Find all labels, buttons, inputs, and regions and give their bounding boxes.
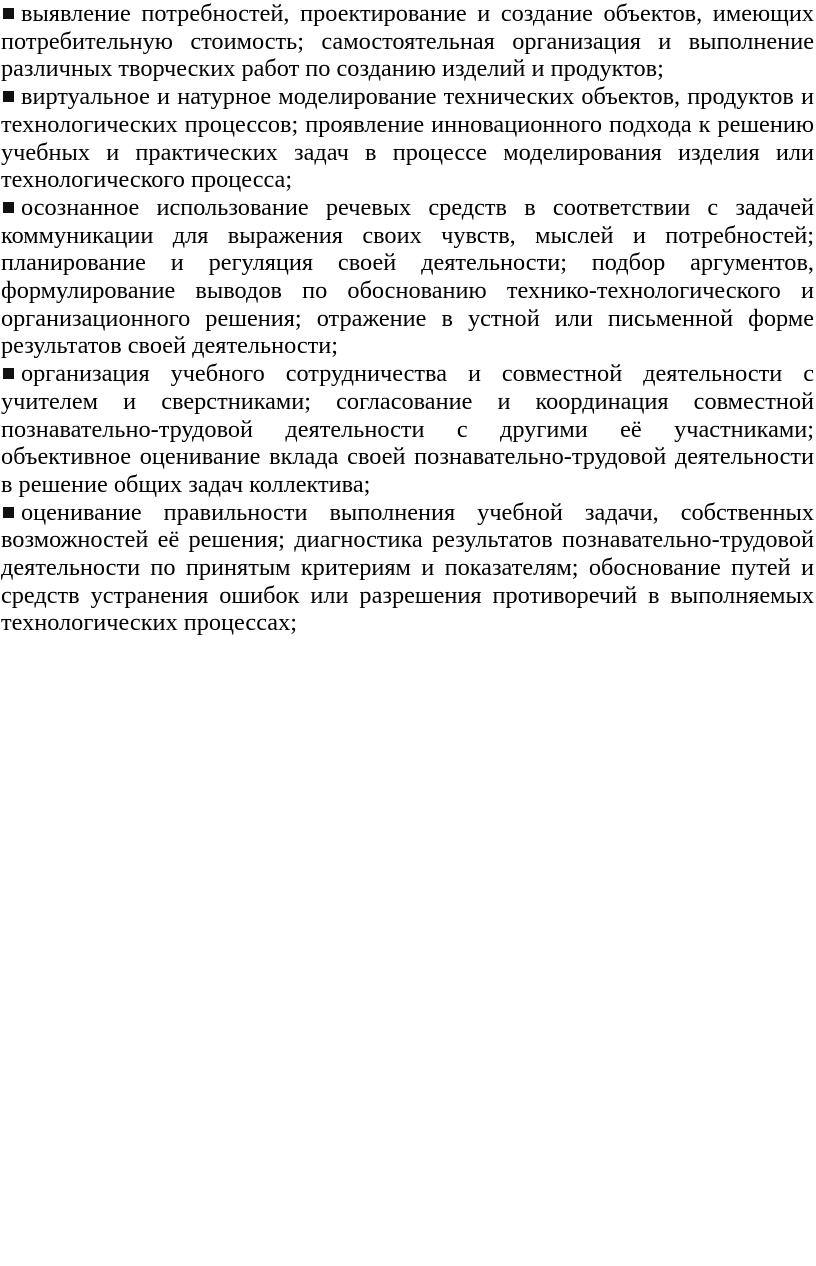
list-item — [1, 0, 814, 83]
list-item — [1, 83, 814, 194]
list-item-text: виртуальное и натурное моделирование технических объектов, продуктов и технологических процессов; проявление инновационного подхода к решению учебных и практических задач в процессе моделирования изделия или технологического процесса; — [1, 83, 814, 194]
list-item — [1, 360, 814, 499]
list-item-text: выявление потребностей, проектирование и создание объектов, имеющих потребительную стоимость; самостоятельная организация и выполнение различных творческих работ по созданию изделий и продуктов; — [1, 0, 814, 83]
list-item — [1, 499, 814, 638]
list-item-text: организация учебного сотрудничества и совместной деятельности с учителем и сверстниками; согласование и координация совместной познавательно-трудовой деятельности с другими её участниками; объективное оценивание вклада своей познавательно-трудовой деятельности в решение общих задач коллектива; — [1, 360, 814, 498]
black-square-bullet-icon — [3, 202, 14, 213]
black-square-bullet-icon — [3, 91, 14, 102]
black-square-bullet-icon — [3, 368, 14, 379]
list-item — [1, 194, 814, 360]
black-square-bullet-icon — [3, 8, 14, 19]
black-square-bullet-icon — [3, 507, 14, 518]
list-item-text: осознанное использование речевых средств в соответствии с задачей коммуникации для выражения своих чувств, мыслей и потребностей; планирование и регуляция своей деятельности; подбор аргументов, формулирование выводов по обоснованию технико-технологического и организационного решения; отражение в устной или письменной форме результатов своей деятельности; — [1, 193, 814, 360]
list-item-text: оценивание правильности выполнения учебной задачи, собственных возможностей её решения; диагностика результатов познавательно-трудовой деятельности по принятым критериям и показателям; обоснование путей и средств устранения ошибок или разрешения противоречий в выполняемых технологических процессах; — [1, 498, 814, 637]
